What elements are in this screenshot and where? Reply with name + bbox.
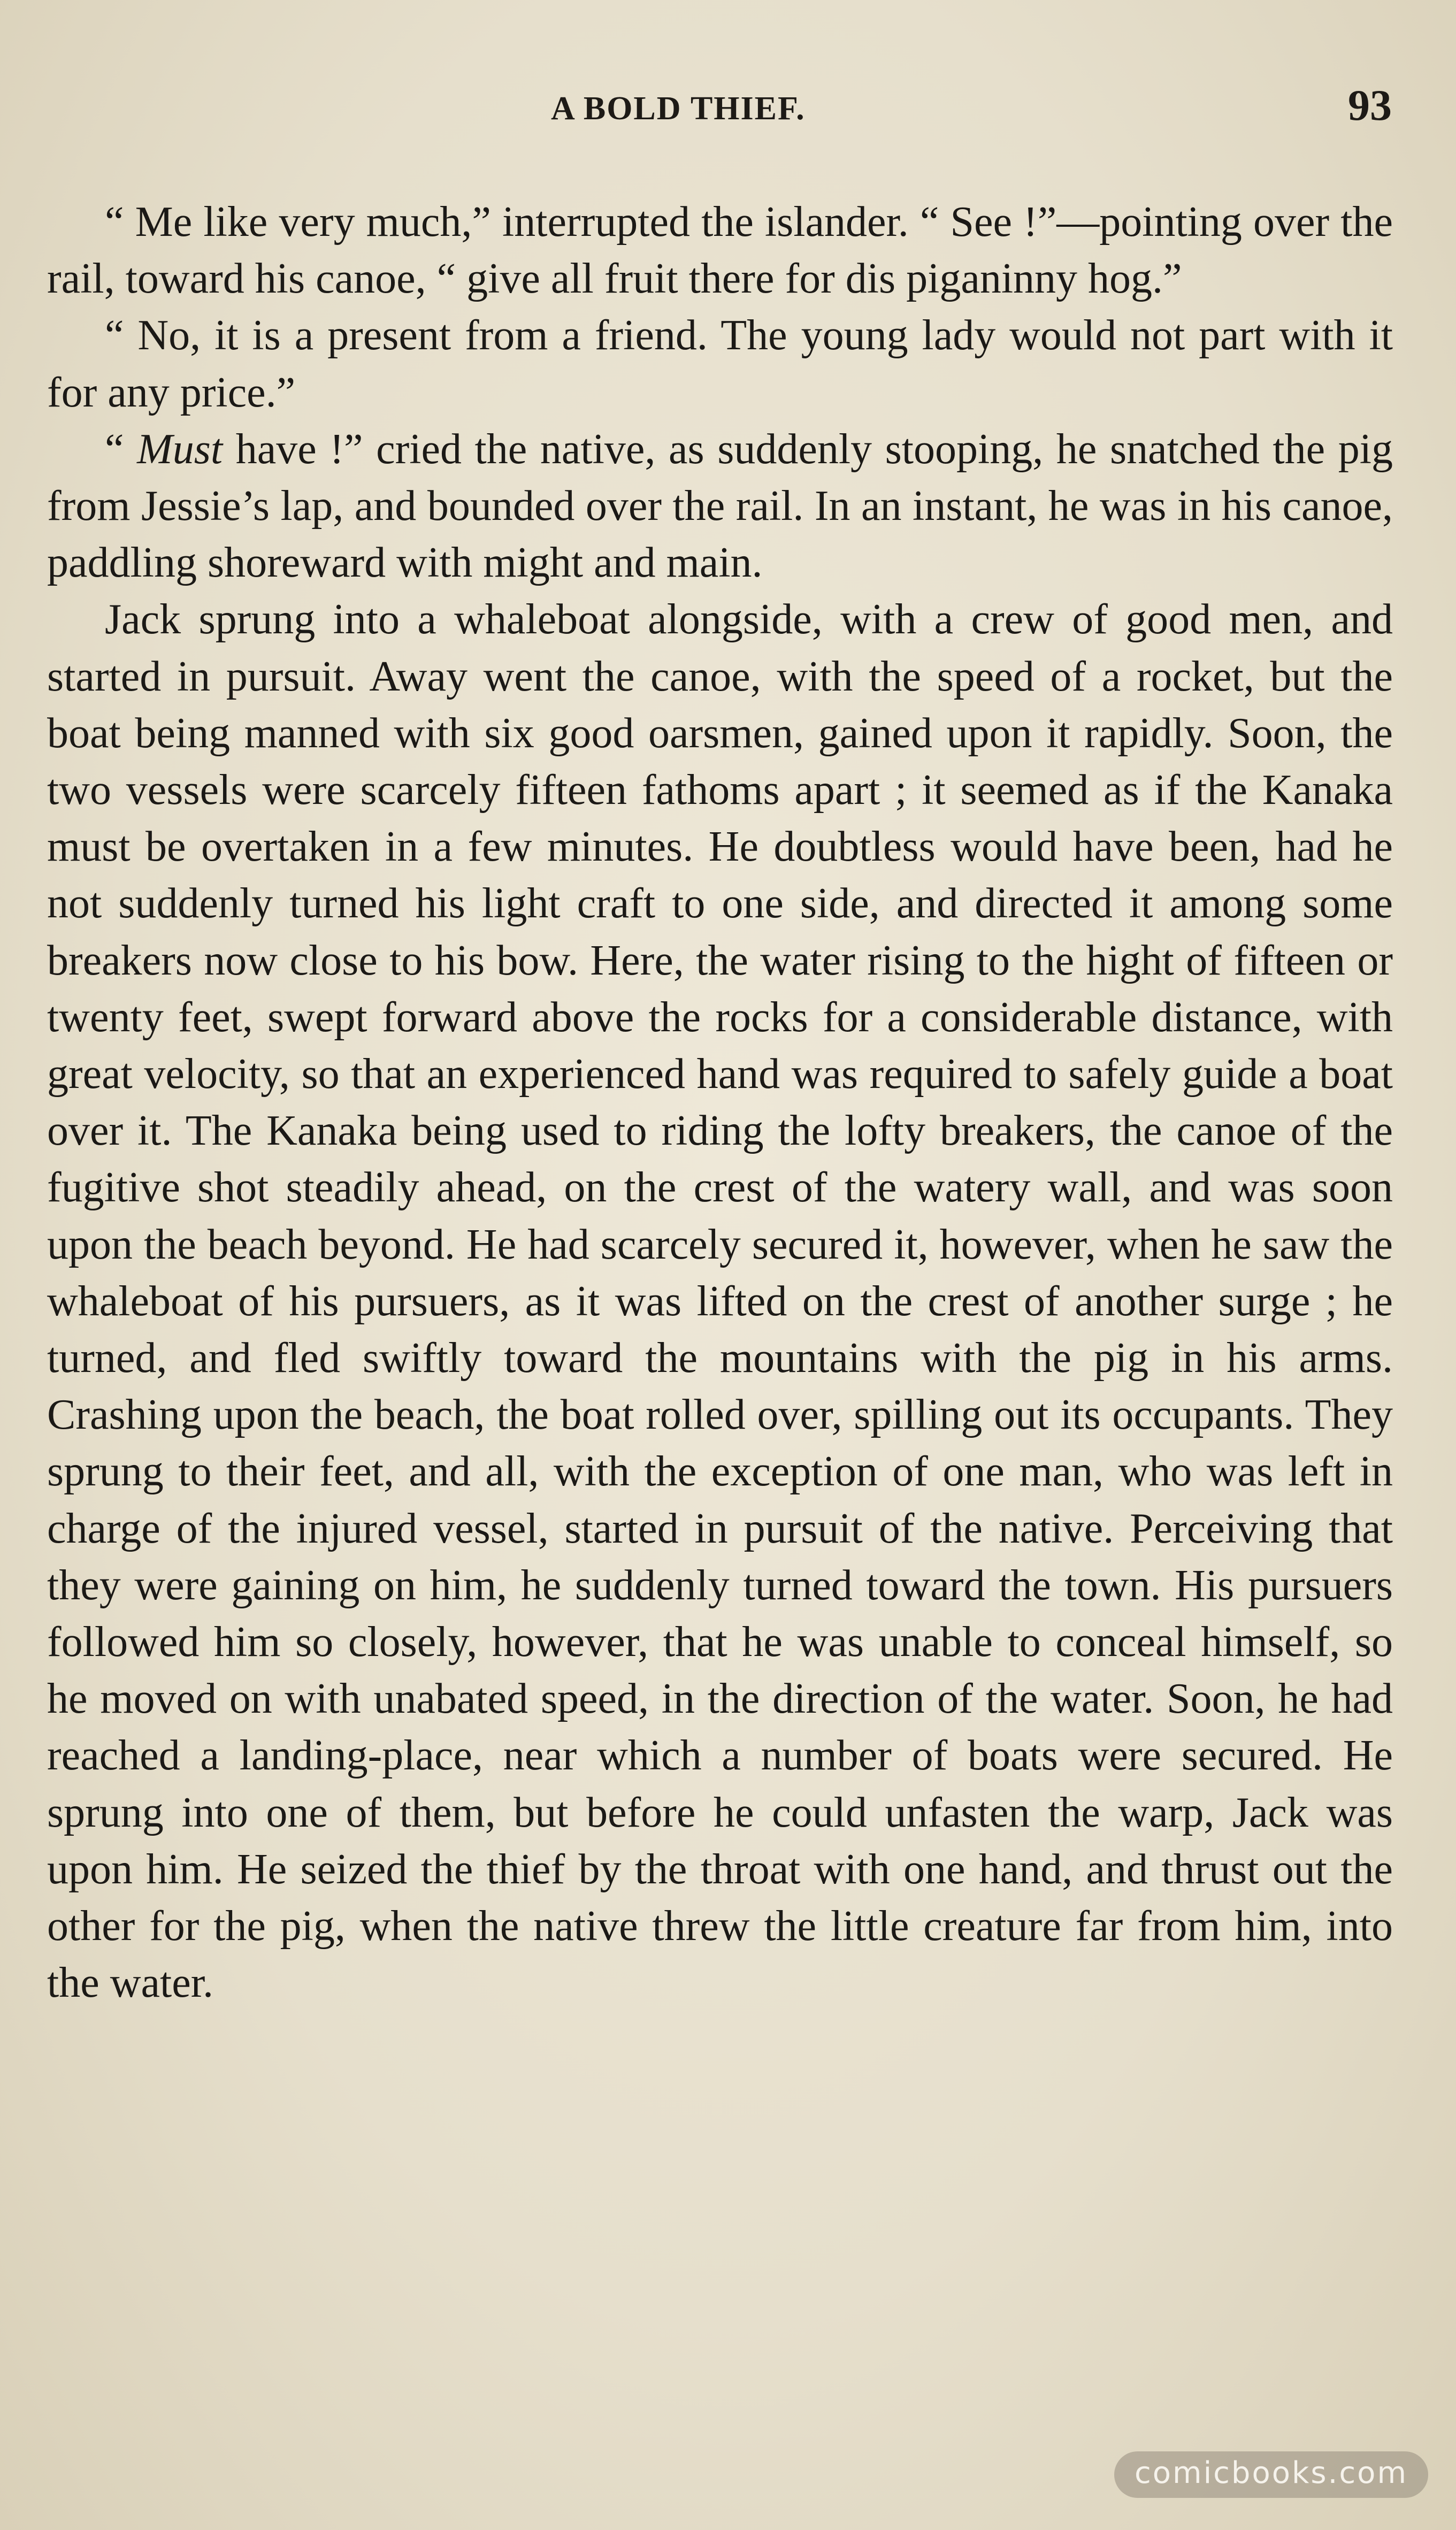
paragraph-text: Jack sprung into a whaleboat alongside, with a crew of good men, and started in pursuit. Away went the canoe, with the speed of a rocket, but the boat being manned with six good oarsmen, gained upon it rapidly. Soon, the two vessels were scarcely fifteen fathoms apart ; it seemed as if the Kanaka must be overtaken in a few minutes. He doubtless would have been, had he not suddenly turned his light craft to one side, and directed it among some breakers now close to his bow. Here, the water rising to the hight of fifteen or twenty feet, swept forward above the rocks for a considerable distance, with great velocity, so that an experienced hand was required to safely guide a boat over it. The Kanaka being used to riding the lofty breakers, the canoe of the fugitive shot steadily ahead, on the crest of the watery wall, and was soon upon the beach beyond. He had scarcely secured it, however, when he saw the whaleboat of his pursuers, as it was lifted on the crest of another surge ; he turned, and fled swiftly toward the mountains with the pig in his arms. Crashing upon the beach, the boat rolled over, spilling out its occupants. They sprung to their feet, and all, with the exception of one man, who was left in charge of the injured vessel, started in pursuit of the native. Perceiving that they were gaining on him, he suddenly turned toward the town. His pursuers followed him so closely, however, that he was unable to conceal himself, so he moved on with unabated speed, in the direction of the water. Soon, he had reached a landing-place, near which a number of boats were secured. He sprung into one of them, but before he could unfasten the warp, Jack was upon him. He seized the thief by the throat with one hand, and thrust out the other for the pig, when the native threw the little creature far from him, into the water.	[47, 596, 1393, 2007]
paragraph	[47, 591, 1393, 2011]
paragraph-text: have !” cried the native, as suddenly stooping, he snatched the pig from Jessie’s lap, and bounded over the rail. In an instant, he was in his canoe, paddling shoreward with might and main.	[47, 425, 1393, 587]
running-head	[0, 80, 1456, 144]
paragraph	[47, 421, 1393, 592]
body-text	[47, 194, 1393, 2012]
paragraph-text: “ Me like very much,” interrupted the islander. “ See !”—pointing over the rail, toward his canoe, “ give all fruit there for dis piganinny hog.”	[47, 198, 1393, 303]
chapter-title: A BOLD THIEF.	[551, 90, 806, 127]
paragraph	[47, 194, 1393, 307]
paragraph	[47, 307, 1393, 420]
paragraph-text: “ No, it is a present from a friend. The young lady would not part with it for any price.”	[47, 312, 1393, 416]
watermark: comicbooks.com	[1114, 2451, 1428, 2498]
paragraph-text: “	[105, 425, 137, 473]
emphasized-word: Must	[137, 425, 223, 473]
page-number: 93	[1348, 81, 1392, 129]
